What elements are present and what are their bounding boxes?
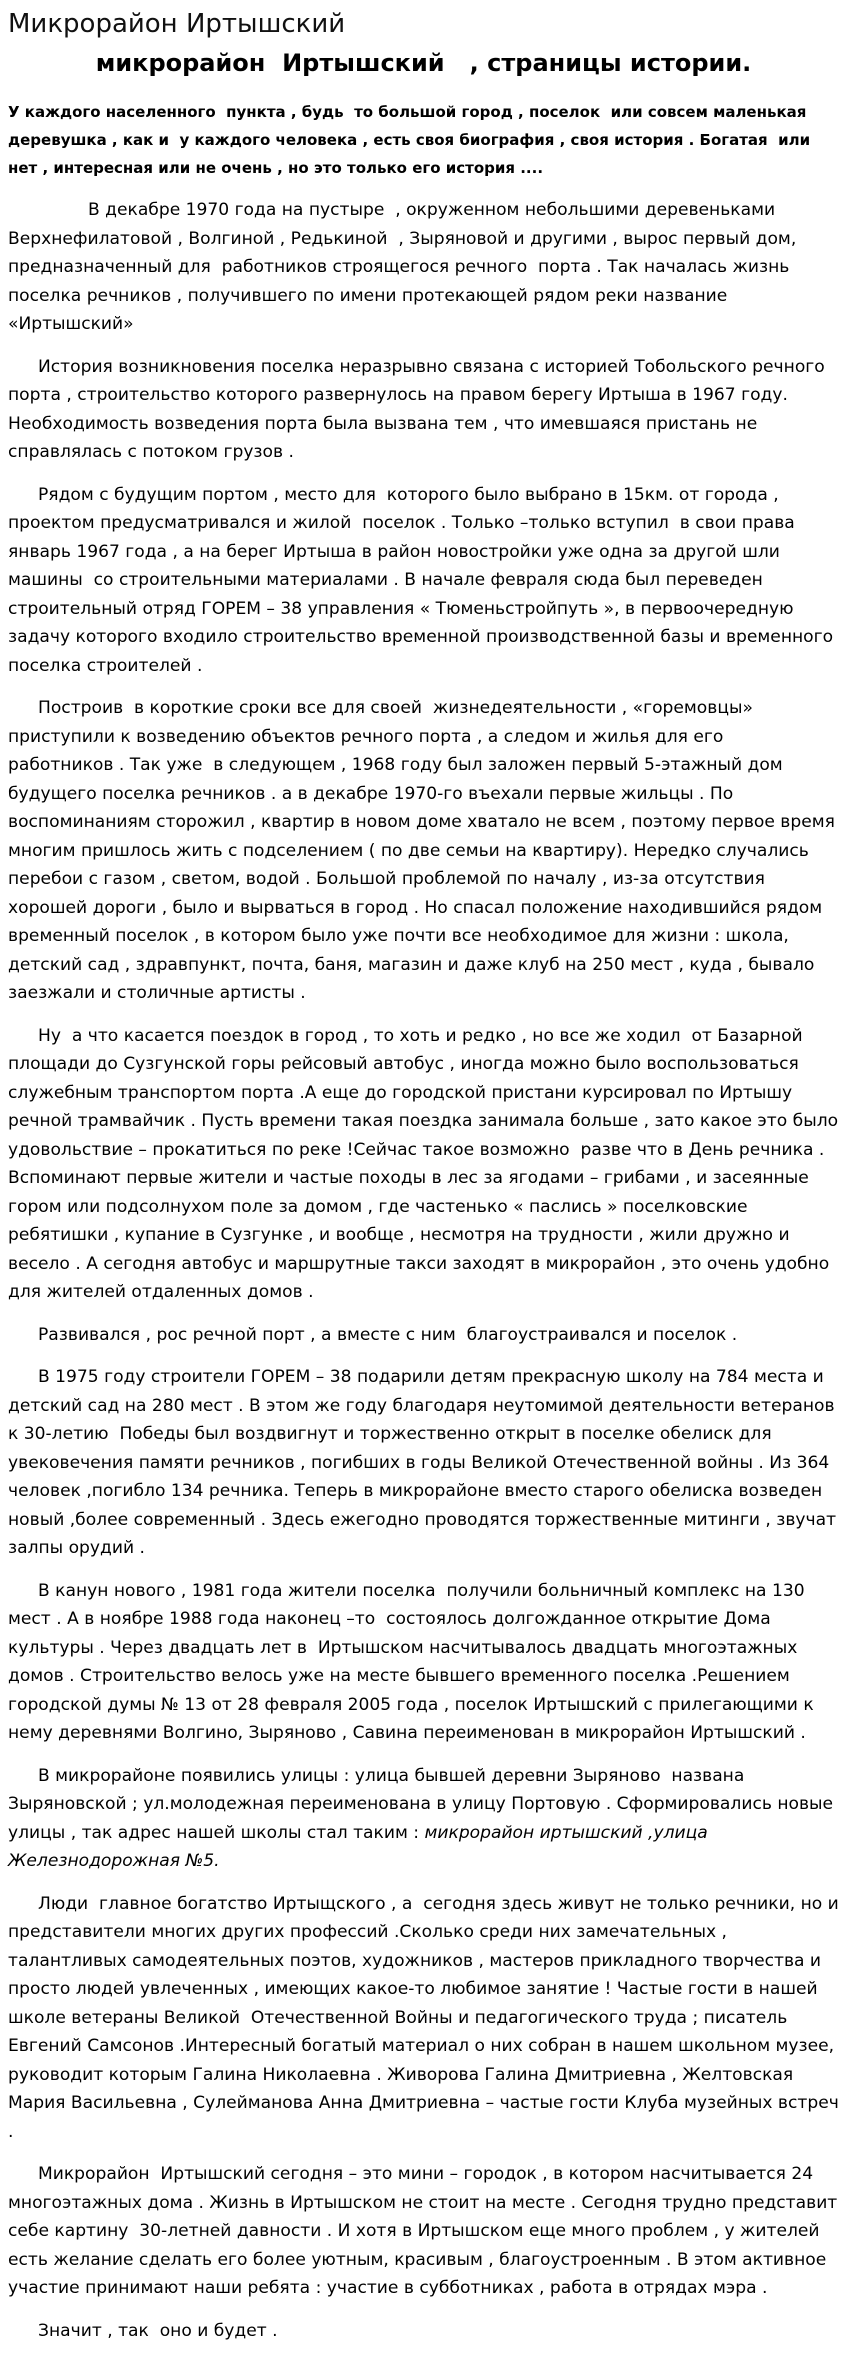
paragraph-transport: Ну а что касается поездок в город , то хоть и редко , но все же ходил от Базарной площади до Сузгунской горы рейсовый автобус , иногда можно было воспользоваться служебным транспортом порта .А еще до городской пристани курсировал по Иртышу речной трамвайчик . Пусть времени такая поездка занимала больше , зато какое это было удовольствие – прокатиться по реке !Сейчас такое возможно разве что в День речника . Вспоминают первые жители и частые походы в лес за ягодами – грибами , и засеянные гором или подсолнухом поле за домом , где частенько « паслись » поселковские ребятишки , купание в Сузгунке , и вообще , несмотря на трудности , жили дружно и весело . А сегодня автобус и маршрутные такси заходят в микрорайон , это очень удобно для жителей отдаленных домов . bbox=[8, 1025, 844, 1302]
paragraph-streets bbox=[8, 1762, 839, 1876]
paragraph-hospital-culture: В канун нового , 1981 года жители поселка получили больничный комплекс на 130 мест . А в ноябре 1988 года наконец –то состоялось долгожданное открытие Дома культуры . Через двадцать лет в Иртышском насчитывалось двадцать многоэтажных домов . Строительство велось уже на месте бывшего временного поселка .Решением городской думы № 13 от 28 февраля 2005 года , поселок Иртышский с прилегающими к нему деревнями Волгино, Зыряново , Савина переименован в микрорайон Иртышский . bbox=[8, 1580, 820, 1743]
paragraph-school-obelisk: В 1975 году строители ГОРЕМ – 38 подарили детям прекрасную школу на 784 места и детский сад на 280 мест . В этом же году благодаря неутомимой деятельности ветеранов к 30-летию Победы был воздвигнут и торжественно открыт в поселке обелиск для увековечения памяти речников , погибших в годы Великой Отечественной войны . Из 364 человек ,погибло 134 речника. Теперь в микрорайоне вместо старого обелиска возведен новый ,более современный . Здесь ежегодно проводятся торжественные митинги , звучат залпы орудий . bbox=[8, 1367, 842, 1558]
article-headline: микрорайон Иртышский , страницы истории. bbox=[95, 49, 752, 77]
site-title: Микрорайон Иртышский bbox=[8, 9, 346, 39]
paragraph-founding: В декабре 1970 года на пустыре , окруженном небольшими деревеньками Верхнефилатовой , Волгиной , Редькиной , Зыряновой и другими , вырос первый дом, предназначенный для работников строящегося речного порта . Так началась жизнь поселка речников , получившего по имени протекающей рядом реки название «Иртышский» bbox=[8, 200, 802, 334]
paragraph-first-houses: Построив в короткие сроки все для своей жизнедеятельности , «горемовцы» приступили к возведению объектов речного порта , а следом и жилья для его работников . Так уже в следующем , 1968 году был заложен первый 5-этажный дом будущего поселка речников . а в декабре 1970-го въехали первые жильцы . По воспоминаниям сторожил , квартир в новом доме хватало не всем , поэтому первое время многим пришлось жить с подселением ( по две семьи на квартиру). Нередко случались перебои с газом , светом, водой . Большой проблемой по началу , из-за отсутствия хорошей дороги , было и вырваться в город . Но спасал положение находившийся рядом временный поселок , в котором было уже почти все необходимое для жизни : школа, детский сад , здравпункт, почта, баня, магазин и даже клуб на 250 мест , куда , бывало заезжали и столичные артисты . bbox=[8, 698, 841, 1003]
article-intro: У каждого населенного пункта , будь то большой город , поселок или совсем маленькая деревушка , как и у каждого человека , есть своя биография , своя история . Богатая или нет , интересная или не очень , но это только его история .... bbox=[8, 103, 817, 177]
paragraph-people: Люди главное богатство Иртыщского , а сегодня здесь живут не только речники, но и представители многих других профессий .Сколько среди них замечательных , талантливых самодеятельных поэтов, художников , мастеров прикладного творчества и просто людей увлеченных , имеющих какое-то любимое занятие ! Частые гости в нашей школе ветераны Великой Отечественной Войны и педагогического труда ; писатель Евгений Самсонов .Интересный богатый материал о них собран в нашем школьном музее, руководит которым Галина Николаевна . Живорова Галина Дмитриевна , Желтовская Мария Васильевна , Сулейманова Анна Дмитриевна – частые гости Клуба музейных встреч . bbox=[8, 1893, 845, 2142]
paragraph-settlement-plan: Рядом с будущим портом , место для которого было выбрано в 15км. от города , проектом предусматривался и жилой поселок . Только –только вступил в свои права январь 1967 года , а на берег Иртыша в район новостройки уже одна за другой шли машины со строительными материалами . В начале февраля сюда был переведен строительный отряд ГОРЕМ – 38 управления « Тюменьстройпуть », в первоочередную задачу которого входило строительство временной производственной базы и временного поселка строителей . bbox=[8, 484, 839, 676]
paragraph-port-history: История возникновения поселка неразрывно связана с историей Тобольского речного порта , строительство которого развернулось на правом берегу Иртыша в 1967 году. Необходимость возведения порта была вызвана тем , что имевшаяся пристань не справлялась с потоком грузов . bbox=[8, 356, 831, 462]
paragraph-closing: Значит , так оно и будет . bbox=[38, 2320, 278, 2341]
paragraph-today: Микрорайон Иртышский сегодня – это мини – городок , в котором насчитывается 24 многоэтажных дома . Жизнь в Иртышском не стоит на месте . Сегодня трудно представит себе картину 30-летней давности . И хотя в Иртышском еще много проблем , у жителей есть желание сделать его более уютным, красивым , благоустроенным . В этом активное участие принимают наши ребята : участие в субботниках , работа в отрядах мэра . bbox=[8, 2164, 843, 2298]
paragraph-development: Развивался , рос речной порт , а вместе с ним благоустраивался и поселок . bbox=[38, 1324, 738, 1345]
school-address: микрорайон иртышский ,улица Железнодорожная №5. bbox=[8, 1822, 714, 1871]
streets-text: В микрорайоне появились улицы : улица бывшей деревни Зыряново названа Зыряновской ; ул.молодежная переименована в улицу Портовую . Сформировались новые улицы , так адрес нашей школы стал таким : bbox=[8, 1765, 839, 1843]
